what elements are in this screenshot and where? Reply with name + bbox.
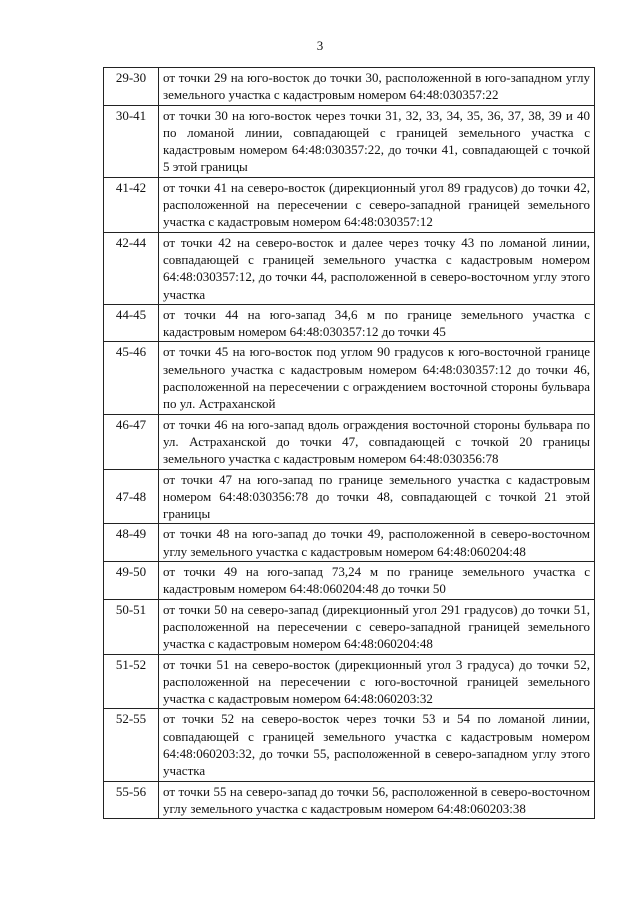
description-cell: от точки 48 на юго-запад до точки 49, расположенной в северо-восточном углу земельного участка с кадастровым номером 64:48:060204:48 bbox=[159, 524, 595, 562]
description-cell: от точки 50 на северо-запад (дирекционный угол 291 градусов) до точки 51, расположенной на пересечении с северо-западной границей земельного участка с кадастровым номером 64:48:060204:48 bbox=[159, 599, 595, 654]
description-cell: от точки 47 на юго-запад по границе земельного участка с кадастровым номером 64:48:030356:78 до точки 48, совпадающей с точкой 21 этой границы bbox=[159, 469, 595, 524]
table-row bbox=[104, 177, 595, 232]
description-cell: от точки 55 на северо-запад до точки 56, расположенной в северо-восточном углу земельного участка с кадастровым номером 64:48:060203:38 bbox=[159, 781, 595, 819]
description-cell: от точки 42 на северо-восток и далее через точку 43 по ломаной линии, совпадающей с границей земельного участка с кадастровым номером 64:48:030357:12, до точки 44, расположенной в северо-восточном углу этого участка bbox=[159, 232, 595, 304]
page-number: 3 bbox=[316, 38, 324, 53]
segment-cell: 49-50 bbox=[104, 562, 159, 600]
segment-cell: 30-41 bbox=[104, 105, 159, 177]
table-row bbox=[104, 232, 595, 304]
segment-cell: 46-47 bbox=[104, 414, 159, 469]
segment-cell: 44-45 bbox=[104, 304, 159, 342]
segment-cell: 47-48 bbox=[104, 469, 159, 524]
segment-cell: 42-44 bbox=[104, 232, 159, 304]
description-cell: от точки 45 на юго-восток под углом 90 градусов к юго-восточной границе земельного участка с кадастровым номером 64:48:030357:12 до точки 46, расположенной на пересечении с ограждением восточной стороны бульвара по ул. Астраханской bbox=[159, 342, 595, 414]
description-cell: от точки 49 на юго-запад 73,24 м по границе земельного участка с кадастровым номером 64:48:060204:48 до точки 50 bbox=[159, 562, 595, 600]
description-cell: от точки 51 на северо-восток (дирекционный угол 3 градуса) до точки 52, расположенной на пересечении с юго-восточной границей земельного участка с кадастровым номером 64:48:060203:32 bbox=[159, 654, 595, 709]
segment-cell: 29-30 bbox=[104, 68, 159, 106]
table-row bbox=[104, 469, 595, 524]
table-row bbox=[104, 654, 595, 709]
table-row bbox=[104, 105, 595, 177]
table-row bbox=[104, 562, 595, 600]
description-cell: от точки 41 на северо-восток (дирекционный угол 89 градусов) до точки 42, расположенной на пересечении с северо-западной границей земельного участка с кадастровым номером 64:48:030357:12 bbox=[159, 177, 595, 232]
table-row bbox=[104, 781, 595, 819]
boundary-description-table bbox=[103, 67, 595, 819]
table-row bbox=[104, 414, 595, 469]
description-cell: от точки 46 на юго-запад вдоль ограждения восточной стороны бульвара по ул. Астраханской до точки 47, совпадающей с точкой 20 границы земельного участка с кадастровым номером 64:48:030356:78 bbox=[159, 414, 595, 469]
segment-cell: 48-49 bbox=[104, 524, 159, 562]
description-cell: от точки 44 на юго-запад 34,6 м по границе земельного участка с кадастровым номером 64:48:030357:12 до точки 45 bbox=[159, 304, 595, 342]
segment-cell: 51-52 bbox=[104, 654, 159, 709]
description-cell: от точки 52 на северо-восток через точки 53 и 54 по ломаной линии, совпадающей с границей земельного участка с кадастровым номером 64:48:060203:32, до точки 55, расположенной в северо-западном углу этого участка bbox=[159, 709, 595, 781]
table-row bbox=[104, 68, 595, 106]
segment-cell: 52-55 bbox=[104, 709, 159, 781]
segment-cell: 50-51 bbox=[104, 599, 159, 654]
segment-cell: 41-42 bbox=[104, 177, 159, 232]
table-row bbox=[104, 342, 595, 414]
segment-cell: 45-46 bbox=[104, 342, 159, 414]
description-cell: от точки 29 на юго-восток до точки 30, расположенной в юго-западном углу земельного участка с кадастровым номером 64:48:030357:22 bbox=[159, 68, 595, 106]
table-row bbox=[104, 709, 595, 781]
table-row bbox=[104, 524, 595, 562]
description-cell: от точки 30 на юго-восток через точки 31, 32, 33, 34, 35, 36, 37, 38, 39 и 40 по ломаной линии, совпадающей с границей земельного участка с кадастровым номером 64:48:030357:22, до точки 41, совпадающей с точкой 5 этой границы bbox=[159, 105, 595, 177]
table-row bbox=[104, 304, 595, 342]
segment-cell: 55-56 bbox=[104, 781, 159, 819]
table-row bbox=[104, 599, 595, 654]
